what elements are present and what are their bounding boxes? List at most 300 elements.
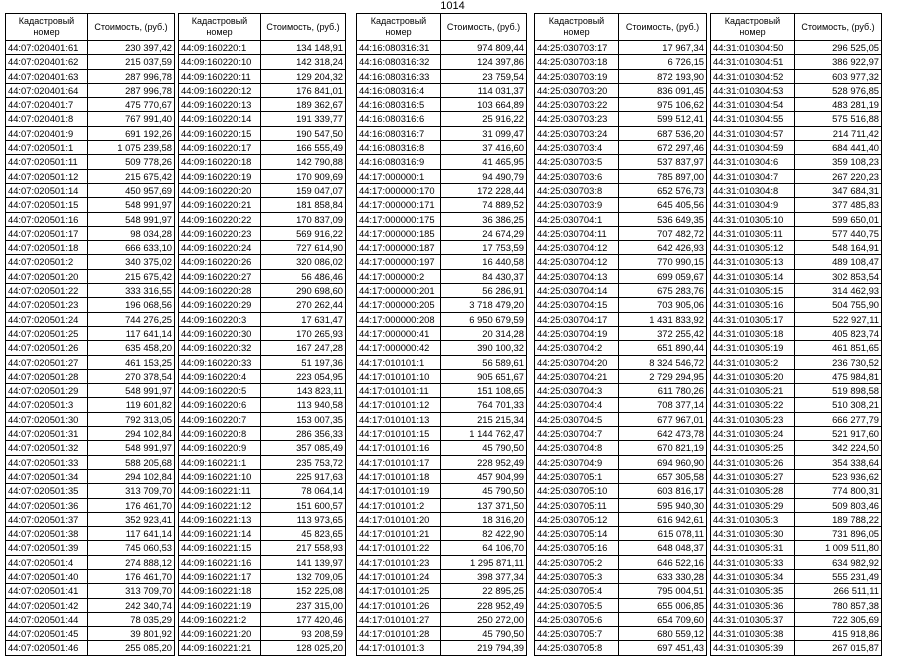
- cost-cell: 785 897,00: [619, 169, 707, 183]
- cost-cell: 215 675,42: [88, 269, 175, 283]
- cost-cell: 575 516,88: [795, 112, 882, 126]
- cadastral-number-cell: 44:07:020501:16: [6, 212, 88, 226]
- table-row: [357, 226, 527, 240]
- cadastral-number-cell: 44:25:030703:4: [535, 141, 619, 155]
- table-row: [711, 183, 882, 197]
- cost-cell: 236 730,52: [795, 355, 882, 369]
- table-row: [6, 412, 175, 426]
- table-row: [179, 98, 346, 112]
- cadastral-number-cell: 44:25:030704:11: [535, 226, 619, 240]
- table-row: [357, 484, 527, 498]
- cadastral-number-cell: 44:25:030704:17: [535, 312, 619, 326]
- cost-cell: 176 461,70: [88, 498, 175, 512]
- table-row: [179, 598, 346, 612]
- table-row: [711, 369, 882, 383]
- cost-cell: 56 286,91: [441, 284, 527, 298]
- cadastral-number-cell: 44:31:010304:8: [711, 183, 795, 197]
- cadastral-number-cell: 44:17:010101:3: [357, 641, 441, 655]
- table-row: [179, 212, 346, 226]
- cost-cell: 114 031,37: [441, 83, 527, 97]
- cadastral-number-cell: 44:25:030704:9: [535, 455, 619, 469]
- table-row: [711, 298, 882, 312]
- cost-cell: 93 208,59: [261, 627, 346, 641]
- cadastral-number-cell: 44:17:010101:22: [357, 541, 441, 555]
- table-row: [6, 484, 175, 498]
- cost-cell: 905 651,67: [441, 369, 527, 383]
- header-cost: Стоимость, (руб.): [88, 14, 175, 41]
- table-row: [357, 198, 527, 212]
- cost-cell: 599 650,01: [795, 212, 882, 226]
- cadastral-number-cell: 44:31:010305:22: [711, 398, 795, 412]
- table-row: [711, 341, 882, 355]
- table-row: [179, 284, 346, 298]
- table-row: [179, 569, 346, 583]
- cost-cell: 214 711,42: [795, 126, 882, 140]
- cadastral-number-cell: 44:31:010305:2: [711, 355, 795, 369]
- cost-cell: 450 957,69: [88, 183, 175, 197]
- table-row: [357, 369, 527, 383]
- table-row: [535, 412, 707, 426]
- table-row: [179, 198, 346, 212]
- cost-cell: 6 726,15: [619, 55, 707, 69]
- cadastral-number-cell: 44:17:010101:26: [357, 598, 441, 612]
- cadastral-number-cell: 44:25:030704:8: [535, 441, 619, 455]
- cadastral-number-cell: 44:07:020501:33: [6, 455, 88, 469]
- cost-cell: 143 823,11: [261, 384, 346, 398]
- cost-cell: 342 224,50: [795, 441, 882, 455]
- table-row: [6, 169, 175, 183]
- cadastral-number-cell: 44:31:010305:39: [711, 641, 795, 655]
- table-row: [6, 69, 175, 83]
- header-cadastral-number: Кадастровый номер: [6, 14, 88, 41]
- cost-cell: 250 272,00: [441, 612, 527, 626]
- cadastral-number-cell: 44:09:160220:21: [179, 198, 261, 212]
- cost-cell: 219 794,39: [441, 641, 527, 655]
- cost-cell: 142 318,24: [261, 55, 346, 69]
- cost-cell: 266 511,11: [795, 584, 882, 598]
- table-row: [711, 169, 882, 183]
- cadastral-number-cell: 44:07:020501:1: [6, 141, 88, 155]
- cadastral-number-cell: 44:17:000000:185: [357, 226, 441, 240]
- cost-cell: 56 589,61: [441, 355, 527, 369]
- cost-cell: 228 952,49: [441, 455, 527, 469]
- cost-cell: 274 888,12: [88, 555, 175, 569]
- cost-cell: 1 009 511,80: [795, 541, 882, 555]
- cadastral-number-cell: 44:17:000000:208: [357, 312, 441, 326]
- cadastral-number-cell: 44:17:010101:24: [357, 569, 441, 583]
- cadastral-number-cell: 44:09:160220:30: [179, 326, 261, 340]
- table-row: [179, 555, 346, 569]
- cost-cell: 548 991,97: [88, 384, 175, 398]
- cost-cell: 64 106,70: [441, 541, 527, 555]
- table-row: [357, 341, 527, 355]
- cost-cell: 675 283,76: [619, 284, 707, 298]
- table-row: [179, 183, 346, 197]
- cost-cell: 357 085,49: [261, 441, 346, 455]
- table-row: [179, 141, 346, 155]
- table-row: [6, 326, 175, 340]
- cadastral-number-cell: 44:25:030705:5: [535, 598, 619, 612]
- cadastral-number-cell: 44:31:010305:38: [711, 627, 795, 641]
- cadastral-number-cell: 44:17:000000:171: [357, 198, 441, 212]
- cadastral-number-cell: 44:31:010305:25: [711, 441, 795, 455]
- cost-cell: 82 422,90: [441, 527, 527, 541]
- table-row: [179, 241, 346, 255]
- cadastral-number-cell: 44:07:020501:20: [6, 269, 88, 283]
- header-cadastral-number: Кадастровый номер: [535, 14, 619, 41]
- table-row: [179, 398, 346, 412]
- cadastral-number-cell: 44:09:160221:21: [179, 641, 261, 655]
- table-row: [179, 627, 346, 641]
- cadastral-number-cell: 44:17:000000:187: [357, 241, 441, 255]
- table-row: [711, 484, 882, 498]
- cost-cell: 296 525,05: [795, 41, 882, 55]
- table-row: [179, 41, 346, 55]
- cadastral-number-cell: 44:25:030703:6: [535, 169, 619, 183]
- cadastral-number-cell: 44:17:000000:197: [357, 255, 441, 269]
- cadastral-number-cell: 44:07:020501:36: [6, 498, 88, 512]
- cost-cell: 181 858,84: [261, 198, 346, 212]
- table-row: [357, 298, 527, 312]
- cadastral-number-cell: 44:16:080316:4: [357, 83, 441, 97]
- table-row: [179, 612, 346, 626]
- cadastral-number-cell: 44:25:030703:20: [535, 83, 619, 97]
- cost-cell: 36 386,25: [441, 212, 527, 226]
- cadastral-number-cell: 44:31:010305:24: [711, 427, 795, 441]
- cost-cell: 548 991,97: [88, 212, 175, 226]
- cadastral-number-cell: 44:07:020501:17: [6, 226, 88, 240]
- cadastral-number-cell: 44:31:010304:50: [711, 41, 795, 55]
- cadastral-number-cell: 44:07:020501:41: [6, 584, 88, 598]
- table-row: [711, 212, 882, 226]
- table-row: [535, 541, 707, 555]
- cost-cell: 119 601,82: [88, 398, 175, 412]
- cadastral-number-cell: 44:31:010304:59: [711, 141, 795, 155]
- table-row: [6, 541, 175, 555]
- cadastral-number-cell: 44:25:030704:3: [535, 384, 619, 398]
- table-row: [179, 312, 346, 326]
- cadastral-number-cell: 44:25:030705:1: [535, 469, 619, 483]
- cadastral-number-cell: 44:25:030704:14: [535, 284, 619, 298]
- cadastral-number-cell: 44:31:010305:20: [711, 369, 795, 383]
- cost-cell: 510 308,21: [795, 398, 882, 412]
- cadastral-number-cell: 44:31:010305:36: [711, 598, 795, 612]
- cadastral-number-cell: 44:31:010305:33: [711, 555, 795, 569]
- table-row: [711, 326, 882, 340]
- table-row: [179, 427, 346, 441]
- cadastral-number-cell: 44:25:030703:17: [535, 41, 619, 55]
- header-cost: Стоимость, (руб.): [261, 14, 346, 41]
- cost-cell: 45 823,65: [261, 527, 346, 541]
- cadastral-number-cell: 44:09:160220:28: [179, 284, 261, 298]
- cost-cell: 684 441,40: [795, 141, 882, 155]
- table-row: [6, 241, 175, 255]
- cadastral-number-cell: 44:31:010304:51: [711, 55, 795, 69]
- cadastral-number-cell: 44:31:010304:7: [711, 169, 795, 183]
- table-row: [535, 241, 707, 255]
- table-row: [6, 298, 175, 312]
- table-row: [6, 584, 175, 598]
- cost-cell: 774 800,31: [795, 484, 882, 498]
- table-row: [357, 241, 527, 255]
- cadastral-number-cell: 44:09:160221:15: [179, 541, 261, 555]
- cost-cell: 707 482,72: [619, 226, 707, 240]
- cost-cell: 45 790,50: [441, 627, 527, 641]
- cadastral-number-cell: 44:07:020501:45: [6, 627, 88, 641]
- table-row: [535, 226, 707, 240]
- table-row: [711, 126, 882, 140]
- cadastral-number-cell: 44:31:010305:3: [711, 512, 795, 526]
- cost-cell: 17 753,59: [441, 241, 527, 255]
- cadastral-table-4: [534, 13, 707, 656]
- table-row: [357, 141, 527, 155]
- cadastral-number-cell: 44:16:080316:9: [357, 155, 441, 169]
- cost-cell: 172 228,44: [441, 183, 527, 197]
- cost-cell: 94 490,79: [441, 169, 527, 183]
- table-row: [6, 469, 175, 483]
- header-cadastral-number: Кадастровый номер: [179, 14, 261, 41]
- cost-cell: 16 440,58: [441, 255, 527, 269]
- cost-cell: 267 220,23: [795, 169, 882, 183]
- cadastral-number-cell: 44:17:010101:19: [357, 484, 441, 498]
- table-row: [711, 541, 882, 555]
- table-row: [6, 398, 175, 412]
- cadastral-number-cell: 44:07:020501:27: [6, 355, 88, 369]
- table-row: [711, 512, 882, 526]
- cost-cell: 225 917,63: [261, 469, 346, 483]
- cadastral-number-cell: 44:09:160221:19: [179, 598, 261, 612]
- cost-cell: 20 314,28: [441, 326, 527, 340]
- cost-cell: 731 896,05: [795, 527, 882, 541]
- cadastral-number-cell: 44:31:010305:30: [711, 527, 795, 541]
- table-row: [535, 169, 707, 183]
- cadastral-number-cell: 44:07:020501:22: [6, 284, 88, 298]
- cadastral-number-cell: 44:09:160220:17: [179, 141, 261, 155]
- cadastral-number-cell: 44:09:160220:11: [179, 69, 261, 83]
- table-row: [535, 641, 707, 655]
- cost-cell: 780 857,38: [795, 598, 882, 612]
- cost-cell: 764 701,33: [441, 398, 527, 412]
- cadastral-number-cell: 44:07:020501:2: [6, 255, 88, 269]
- cost-cell: 634 982,92: [795, 555, 882, 569]
- cadastral-table-1: [5, 13, 175, 656]
- cadastral-number-cell: 44:31:010305:16: [711, 298, 795, 312]
- table-row: [535, 183, 707, 197]
- table-row: [535, 112, 707, 126]
- cadastral-number-cell: 44:25:030705:6: [535, 612, 619, 626]
- cadastral-number-cell: 44:31:010305:13: [711, 255, 795, 269]
- table-row: [179, 355, 346, 369]
- cadastral-number-cell: 44:07:020501:38: [6, 527, 88, 541]
- table-row: [535, 584, 707, 598]
- table-row: [535, 212, 707, 226]
- cadastral-number-cell: 44:09:160220:29: [179, 298, 261, 312]
- table-row: [535, 398, 707, 412]
- cost-cell: 672 297,46: [619, 141, 707, 155]
- table-row: [357, 612, 527, 626]
- table-row: [6, 212, 175, 226]
- cadastral-number-cell: 44:31:010305:19: [711, 341, 795, 355]
- cost-cell: 483 281,19: [795, 98, 882, 112]
- cadastral-number-cell: 44:31:010305:37: [711, 612, 795, 626]
- table-row: [6, 512, 175, 526]
- cadastral-number-cell: 44:07:020501:39: [6, 541, 88, 555]
- cost-cell: 461 851,65: [795, 341, 882, 355]
- cost-cell: 170 265,93: [261, 326, 346, 340]
- cadastral-number-cell: 44:31:010304:55: [711, 112, 795, 126]
- table-row: [711, 226, 882, 240]
- cost-cell: 128 025,20: [261, 641, 346, 655]
- cadastral-number-cell: 44:09:160220:10: [179, 55, 261, 69]
- cadastral-number-cell: 44:07:020401:61: [6, 41, 88, 55]
- cost-cell: 117 641,14: [88, 527, 175, 541]
- table-row: [357, 284, 527, 298]
- table-row: [711, 98, 882, 112]
- cadastral-number-cell: 44:25:030703:9: [535, 198, 619, 212]
- cadastral-number-cell: 44:25:030705:2: [535, 555, 619, 569]
- table-row: [357, 498, 527, 512]
- cadastral-number-cell: 44:17:010101:15: [357, 427, 441, 441]
- cost-cell: 294 102,84: [88, 427, 175, 441]
- cost-cell: 78 064,14: [261, 484, 346, 498]
- table-row: [6, 598, 175, 612]
- table-row: [179, 112, 346, 126]
- cadastral-number-cell: 44:17:010101:2: [357, 498, 441, 512]
- cadastral-number-cell: 44:09:160220:33: [179, 355, 261, 369]
- cost-cell: 611 780,26: [619, 384, 707, 398]
- table-row: [535, 198, 707, 212]
- cost-cell: 137 371,50: [441, 498, 527, 512]
- cost-cell: 25 916,22: [441, 112, 527, 126]
- table-row: [711, 112, 882, 126]
- cost-cell: 1 075 239,58: [88, 141, 175, 155]
- cadastral-number-cell: 44:07:020501:29: [6, 384, 88, 398]
- cadastral-number-cell: 44:25:030703:23: [535, 112, 619, 126]
- table-row: [179, 69, 346, 83]
- table-row: [535, 69, 707, 83]
- table-row: [357, 455, 527, 469]
- table-row: [6, 427, 175, 441]
- table-row: [535, 598, 707, 612]
- table-row: [6, 255, 175, 269]
- cost-cell: 792 313,05: [88, 412, 175, 426]
- table-row: [6, 612, 175, 626]
- cost-cell: 697 451,43: [619, 641, 707, 655]
- cadastral-number-cell: 44:31:010304:53: [711, 83, 795, 97]
- cost-cell: 354 338,64: [795, 455, 882, 469]
- cost-cell: 744 276,25: [88, 312, 175, 326]
- cadastral-number-cell: 44:25:030705:7: [535, 627, 619, 641]
- cost-cell: 635 458,20: [88, 341, 175, 355]
- cost-cell: 577 440,75: [795, 226, 882, 240]
- cadastral-number-cell: 44:17:000000:205: [357, 298, 441, 312]
- table-row: [6, 341, 175, 355]
- cost-cell: 78 035,29: [88, 612, 175, 626]
- cadastral-number-cell: 44:07:020501:15: [6, 198, 88, 212]
- table-row: [711, 312, 882, 326]
- table-row: [6, 112, 175, 126]
- table-row: [711, 598, 882, 612]
- cadastral-number-cell: 44:31:010304:9: [711, 198, 795, 212]
- cost-cell: 694 960,90: [619, 455, 707, 469]
- cost-cell: 215 037,59: [88, 55, 175, 69]
- cost-cell: 548 991,97: [88, 441, 175, 455]
- table-row: [535, 83, 707, 97]
- cost-cell: 537 837,97: [619, 155, 707, 169]
- cadastral-number-cell: 44:17:000000:201: [357, 284, 441, 298]
- cadastral-number-cell: 44:25:030704:12: [535, 255, 619, 269]
- table-row: [179, 441, 346, 455]
- table-row: [357, 312, 527, 326]
- cost-cell: 651 890,44: [619, 341, 707, 355]
- cost-cell: 347 684,31: [795, 183, 882, 197]
- cost-cell: 74 889,52: [441, 198, 527, 212]
- cadastral-number-cell: 44:09:160220:8: [179, 427, 261, 441]
- table-row: [711, 155, 882, 169]
- cadastral-number-cell: 44:17:000000:170: [357, 183, 441, 197]
- table-row: [357, 126, 527, 140]
- cost-cell: 223 054,95: [261, 369, 346, 383]
- cost-cell: 190 547,50: [261, 126, 346, 140]
- cadastral-number-cell: 44:07:020401:64: [6, 83, 88, 97]
- cost-cell: 333 316,55: [88, 284, 175, 298]
- table-row: [535, 384, 707, 398]
- cost-cell: 548 991,97: [88, 198, 175, 212]
- table-row: [711, 55, 882, 69]
- cadastral-number-cell: 44:31:010305:35: [711, 584, 795, 598]
- cost-cell: 654 709,60: [619, 612, 707, 626]
- cadastral-number-cell: 44:16:080316:7: [357, 126, 441, 140]
- cadastral-number-cell: 44:09:160220:7: [179, 412, 261, 426]
- cost-cell: 633 330,28: [619, 569, 707, 583]
- cost-cell: 313 709,70: [88, 584, 175, 598]
- table-row: [535, 555, 707, 569]
- cost-cell: 588 205,68: [88, 455, 175, 469]
- table-row: [6, 355, 175, 369]
- cost-cell: 528 976,85: [795, 83, 882, 97]
- cost-cell: 235 753,72: [261, 455, 346, 469]
- cadastral-number-cell: 44:25:030705:3: [535, 569, 619, 583]
- table-row: [357, 355, 527, 369]
- table-row: [6, 369, 175, 383]
- table-row: [179, 384, 346, 398]
- cadastral-number-cell: 44:31:010305:12: [711, 241, 795, 255]
- table-row: [6, 498, 175, 512]
- cost-cell: 504 755,90: [795, 298, 882, 312]
- cost-cell: 680 559,12: [619, 627, 707, 641]
- header-cadastral-number: Кадастровый номер: [357, 14, 441, 41]
- cadastral-number-cell: 44:25:030705:16: [535, 541, 619, 555]
- cost-cell: 489 108,47: [795, 255, 882, 269]
- cost-cell: 113 940,58: [261, 398, 346, 412]
- cost-cell: 41 465,95: [441, 155, 527, 169]
- table-row: [535, 284, 707, 298]
- cadastral-number-cell: 44:31:010305:14: [711, 269, 795, 283]
- cost-cell: 286 356,33: [261, 427, 346, 441]
- cadastral-number-cell: 44:07:020501:26: [6, 341, 88, 355]
- cost-cell: 645 405,56: [619, 198, 707, 212]
- cost-cell: 519 898,58: [795, 384, 882, 398]
- cost-cell: 31 099,47: [441, 126, 527, 140]
- cost-cell: 302 853,54: [795, 269, 882, 283]
- cadastral-number-cell: 44:17:010101:10: [357, 369, 441, 383]
- header-cost: Стоимость, (руб.): [795, 14, 882, 41]
- table-row: [179, 412, 346, 426]
- table-row: [357, 627, 527, 641]
- cadastral-number-cell: 44:31:010304:6: [711, 155, 795, 169]
- table-row: [535, 98, 707, 112]
- cost-cell: 242 340,74: [88, 598, 175, 612]
